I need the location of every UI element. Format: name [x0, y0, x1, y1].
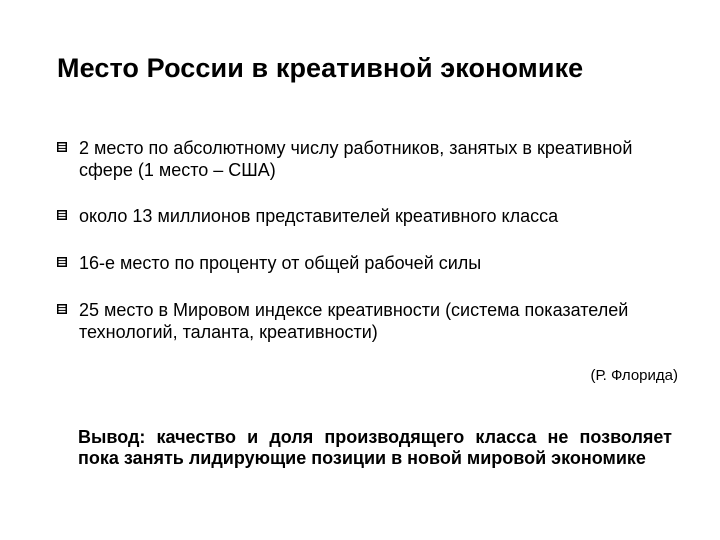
square-bullet-icon [57, 257, 67, 267]
square-bullet-icon [57, 304, 67, 314]
bullet-item [57, 252, 677, 274]
bullet-text: 2 место по абсолютному числу работников, занятых в креативной сфере (1 место – США) [79, 138, 633, 180]
bullet-item [57, 205, 677, 227]
slide-title: Место России в креативной экономике [57, 53, 584, 83]
bullet-text: 16-е место по проценту от общей рабочей силы [79, 253, 482, 273]
square-bullet-icon [57, 142, 67, 152]
bullet-item [57, 137, 677, 181]
bullet-item [57, 299, 677, 343]
bullet-list [57, 137, 677, 343]
bullet-text: 25 место в Мировом индексе креативности (система показателей технологий, таланта, креативности) [79, 300, 629, 342]
conclusion-text: Вывод: качество и доля производящего класса не позволяет пока занять лидирующие позиции в новой мировой экономике [78, 427, 672, 468]
source-citation: (Р. Флорида) [590, 367, 678, 384]
bullet-text: около 13 миллионов представителей креативного класса [79, 206, 559, 226]
square-bullet-icon [57, 210, 67, 220]
